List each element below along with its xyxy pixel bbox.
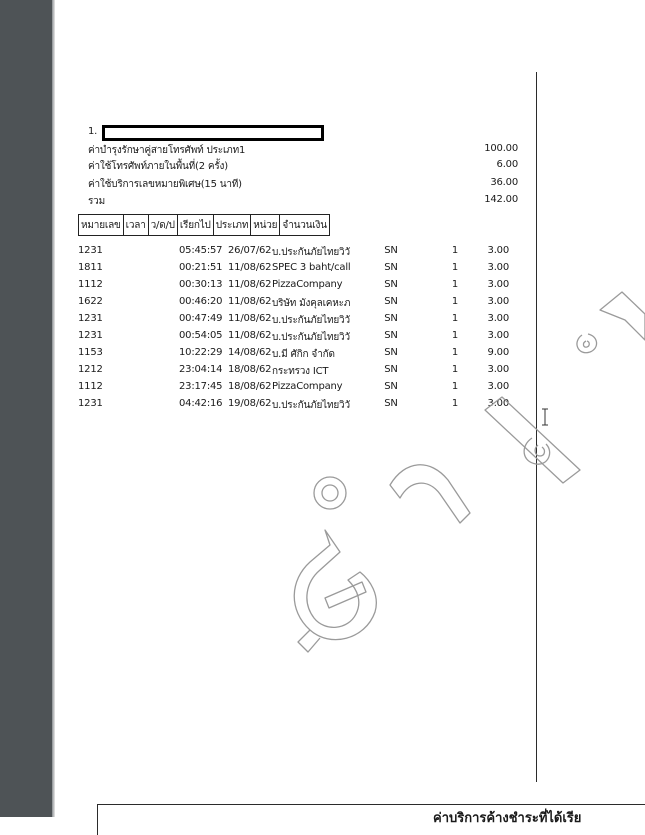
cell-number: 1153 <box>78 347 103 358</box>
redacted-name-box <box>102 125 324 141</box>
cell-destination: SPEC 3 baht/call <box>272 262 351 273</box>
cell-amount: 3.00 <box>487 398 509 409</box>
cell-type: SN <box>384 381 398 392</box>
cell-date: 18/08/62 <box>228 381 272 392</box>
sample-watermark <box>270 280 645 660</box>
column-header-date: ว/ด/ป <box>148 215 177 236</box>
cell-unit: 1 <box>451 262 458 273</box>
cell-type: SN <box>384 279 398 290</box>
cell-date: 19/08/62 <box>228 398 272 409</box>
cell-unit: 1 <box>451 381 458 392</box>
column-header-type: ประเภท <box>213 215 251 236</box>
cell-type: SN <box>384 262 398 273</box>
cell-number: 1231 <box>78 245 103 256</box>
cell-amount: 3.00 <box>487 245 509 256</box>
summary-label: รวม <box>88 196 105 207</box>
cell-date: 26/07/62 <box>228 245 272 256</box>
summary-label: ค่าใช้โทรศัพท์ภายในพื้นที่(2 ครั้ง) <box>88 161 228 172</box>
section-heading <box>78 125 338 139</box>
cell-amount: 3.00 <box>487 296 509 307</box>
summary-value: 100.00 <box>484 143 518 154</box>
cell-amount: 3.00 <box>487 381 509 392</box>
cell-amount: 3.00 <box>487 330 509 341</box>
cell-time: 23:17:45 <box>179 381 223 392</box>
cell-date: 11/08/62 <box>228 330 272 341</box>
summary-row-total <box>88 194 518 207</box>
cell-date: 11/08/62 <box>228 262 272 273</box>
column-header-destination: เรียกไป <box>177 215 213 236</box>
cell-destination: บ.มี ศักิก จำกัด <box>272 349 335 360</box>
cell-unit: 1 <box>451 245 458 256</box>
footer-notice-box <box>97 804 645 835</box>
column-header-amount: จำนวนเงิน <box>280 215 330 236</box>
summary-row-local-calls <box>88 159 518 172</box>
cell-destination: บ.ประกันภัยไทยวิวั <box>272 332 350 343</box>
cell-date: 14/08/62 <box>228 347 272 358</box>
cell-number: 1112 <box>78 381 103 392</box>
cell-amount: 9.00 <box>487 347 509 358</box>
cell-unit: 1 <box>451 398 458 409</box>
cell-type: SN <box>384 398 398 409</box>
cell-type: SN <box>384 330 398 341</box>
table-row <box>78 245 514 262</box>
summary-value: 36.00 <box>490 177 518 188</box>
summary-label: ค่าบำรุงรักษาคู่สายโทรศัพท์ ประเภท1 <box>88 145 246 156</box>
cell-unit: 1 <box>451 330 458 341</box>
cell-destination: บ.ประกันภัยไทยวิวั <box>272 315 350 326</box>
summary-value: 6.00 <box>496 159 518 170</box>
cell-amount: 3.00 <box>487 313 509 324</box>
cell-date: 18/08/62 <box>228 364 272 375</box>
cell-destination: บ.ประกันภัยไทยวิวั <box>272 247 350 258</box>
left-sidebar <box>0 0 52 817</box>
cell-type: SN <box>384 245 398 256</box>
cell-time: 10:22:29 <box>179 347 223 358</box>
summary-label: ค่าใช้บริการเลขหมายพิเศษ(15 นาที) <box>88 179 242 190</box>
cell-destination: PizzaCompany <box>272 381 343 392</box>
cell-time: 23:04:14 <box>179 364 223 375</box>
sidebar-edge-shadow <box>52 0 55 817</box>
table-row <box>78 262 514 279</box>
cell-unit: 1 <box>451 364 458 375</box>
cell-amount: 3.00 <box>487 364 509 375</box>
footer-notice-text: ค่าบริการค้างชำระที่ได้เรีย <box>433 811 582 826</box>
cell-date: 11/08/62 <box>228 296 272 307</box>
cell-amount: 3.00 <box>487 262 509 273</box>
column-header-time: เวลา <box>123 215 148 236</box>
summary-value: 142.00 <box>484 194 518 205</box>
cell-number: 1212 <box>78 364 103 375</box>
cell-destination: PizzaCompany <box>272 279 343 290</box>
column-header-number: หมายเลข <box>79 215 124 236</box>
cell-number: 1231 <box>78 398 103 409</box>
cell-destination: บริษัท มังคุลเคหะภ <box>272 298 351 309</box>
cell-destination: กระทรวง ICT <box>272 366 329 377</box>
cell-time: 00:30:13 <box>179 279 223 290</box>
cell-number: 1231 <box>78 313 103 324</box>
cell-unit: 1 <box>451 347 458 358</box>
cell-time: 00:54:05 <box>179 330 223 341</box>
cell-date: 11/08/62 <box>228 279 272 290</box>
cell-time: 00:21:51 <box>179 262 223 273</box>
cell-date: 11/08/62 <box>228 313 272 324</box>
cell-unit: 1 <box>451 296 458 307</box>
cell-destination: บ.ประกันภัยไทยวิวั <box>272 400 350 411</box>
column-header-unit: หน่วย <box>251 215 280 236</box>
cell-number: 1112 <box>78 279 103 290</box>
cell-time: 05:45:57 <box>179 245 223 256</box>
cell-type: SN <box>384 347 398 358</box>
summary-row-maintenance <box>88 143 518 156</box>
section-number: 1. <box>88 126 98 137</box>
cell-time: 00:46:20 <box>179 296 223 307</box>
call-detail-table <box>78 214 330 236</box>
cell-type: SN <box>384 296 398 307</box>
cell-type: SN <box>384 364 398 375</box>
table-header-row <box>79 215 330 236</box>
cell-amount: 3.00 <box>487 279 509 290</box>
cell-time: 04:42:16 <box>179 398 223 409</box>
summary-row-special-numbers <box>88 177 518 190</box>
cell-number: 1811 <box>78 262 103 273</box>
cell-time: 00:47:49 <box>179 313 223 324</box>
cell-type: SN <box>384 313 398 324</box>
cell-number: 1622 <box>78 296 103 307</box>
text-cursor-icon <box>541 408 549 426</box>
cell-number: 1231 <box>78 330 103 341</box>
cell-unit: 1 <box>451 279 458 290</box>
cell-unit: 1 <box>451 313 458 324</box>
